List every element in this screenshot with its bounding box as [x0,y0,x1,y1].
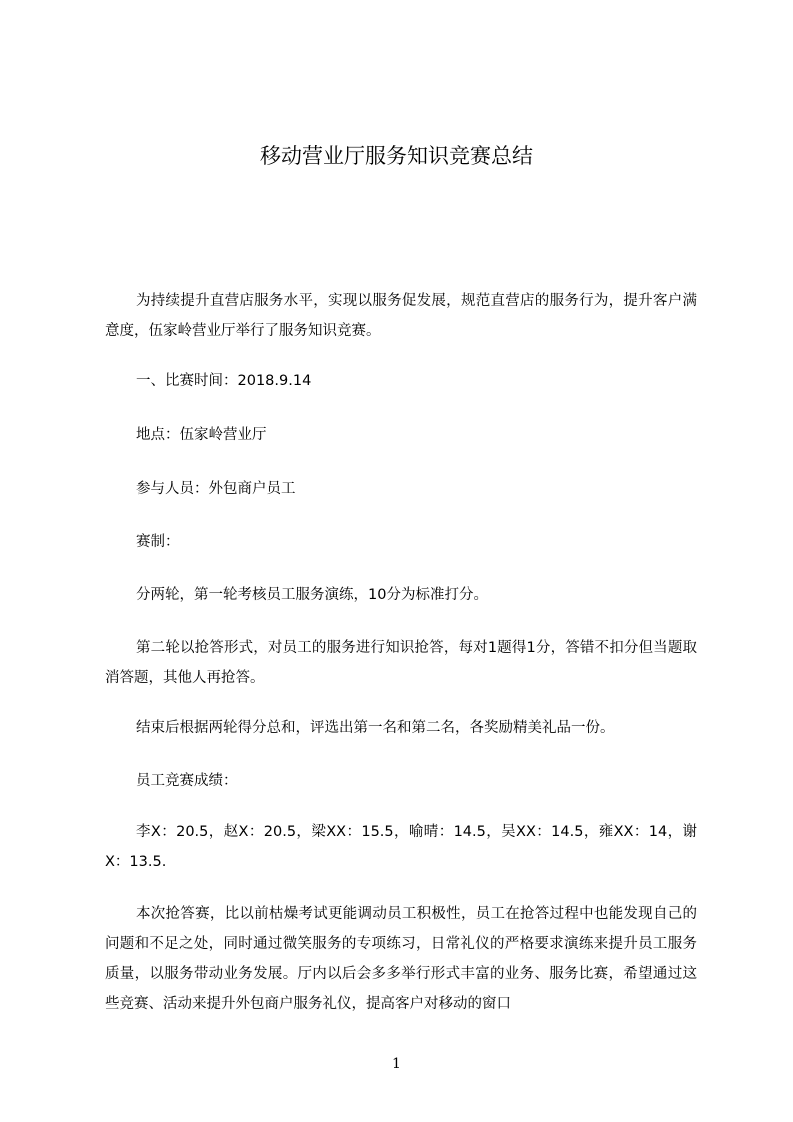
time-paragraph: 一、比赛时间：2018.9.14 [136,373,312,389]
format-label: 赛制： [136,534,180,550]
round-two-paragraph: 第二轮以抢答形式，对员工的服务进行知识抢答，每对1题得1分，答错不扣分但当题取消答题，其他人再抢答。 [105,640,697,686]
results-label: 员工竞赛成绩： [136,773,238,789]
round-one-paragraph: 分两轮，第一轮考核员工服务演练，10分为标准打分。 [136,587,488,603]
summary-paragraph: 本次抢答赛，比以前枯燥考试更能调动员工积极性，员工在抢答过程中也能发现自己的问题和不足之处，同时通过微笑服务的专项练习，日常礼仪的严格要求演练来提升员工服务质量，以服务带动业务发展。厅内以后会多多举行形式丰富的业务、服务比赛，希望通过这些竞赛、活动来提升外包商户服务礼仪，提高客户对移动的窗口 [105,906,697,1012]
page-number: 1 [392,1056,401,1072]
document-title: 移动营业厅服务知识竞赛总结 [260,144,533,168]
location-paragraph: 地点：伍家岭营业厅 [136,427,267,443]
results-paragraph: 李X：20.5，赵X：20.5，梁XX：15.5，喻晴：14.5，吴XX：14.5，雍XX：14，谢X：13.5. [105,824,697,870]
intro-paragraph: 为持续提升直营店服务水平，实现以服务促发展，规范直营店的服务行为，提升客户满意度，伍家岭营业厅举行了服务知识竞赛。 [105,293,697,339]
participants-paragraph: 参与人员：外包商户员工 [136,481,296,497]
award-paragraph: 结束后根据两轮得分总和，评选出第一名和第二名，各奖励精美礼品一份。 [136,720,615,736]
